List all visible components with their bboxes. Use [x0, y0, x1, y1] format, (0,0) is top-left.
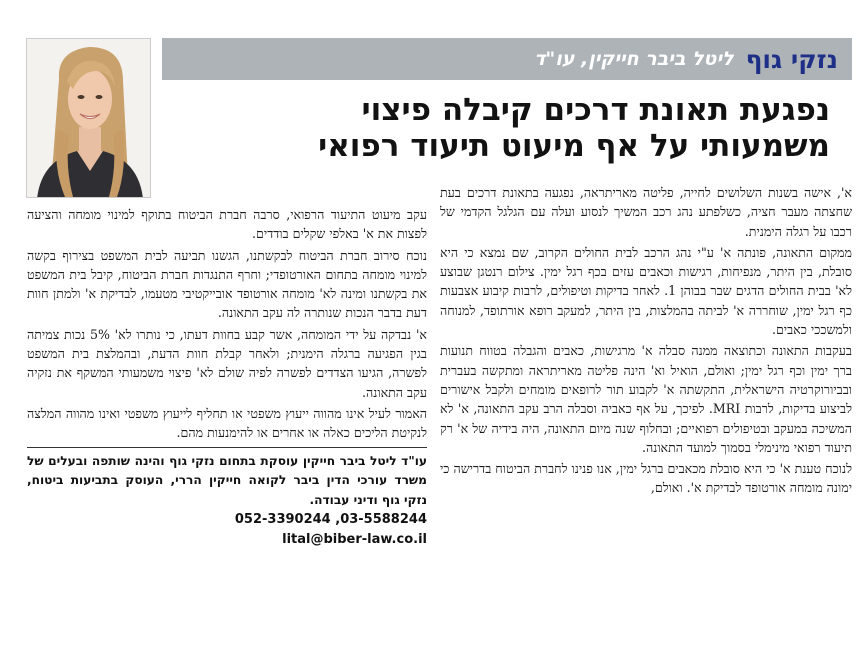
paragraph: לנוכח טענת א' כי היא סובלת מכאבים ברגל ימין, אנו פנינו לחברת הביטוח בדרישה כי ימונה מומחה אורטופד לבדיקת א'. ואולם, [440, 461, 852, 496]
headline-line-2: משמעותי על אף מיעוט תיעוד רפואי [318, 128, 830, 164]
author-bio: עו"ד ליטל ביבר חייקין עוסקת בתחום נזקי גוף והינה שותפה ובעלים של משרד עורכי הדין ביבר לקואה חייקין הררי, העוסק בתביעות ביטוח, נזקי גוף ודיני עבודה. [27, 453, 427, 507]
section-title: נזקי גוף [745, 44, 838, 74]
article-headline [162, 92, 852, 164]
disclaimer-paragraph: האמור לעיל אינו מהווה ייעוץ משפטי או תחליף לייעוץ משפטי ואינו מהווה המלצה לנקיטת הליכים כאלה או אחרים או להימנעות מהם. [27, 405, 427, 441]
author-email[interactable]: lital@biber-law.co.il [282, 532, 427, 548]
paragraph: א', אישה בשנות השלושים לחייה, פליטה מאריתראה, נפגעה בתאונת דרכים בעת שחצתה מעבר חציה, כשלפתע נהג רכב המשיך לנסוע ועלה עם הגלגל הקדמי של רכבו על רגלה הימנית. [440, 185, 852, 239]
paragraph: עקב מיעוט התיעוד הרפואי, סרבה חברת הביטוח בתוקף למינוי מומחה והציעה לפצות את א' באלפי שקלים בודדים. [27, 207, 427, 242]
author-photo [26, 38, 151, 198]
author-portrait-image [27, 39, 151, 198]
paragraph: א' נבדקה על ידי המומחה, אשר קבע בחוות דעתו, כי נותרו לא' 5% נכות צמיתה בגין הפגיעה ברגלה הימנית; ולאחר קבלת חוות הדעת, ובהמלצת בית המשפט לפשרה, הגיעו הצדדים לפשרה לפיה שולם לא' פיצוי משמעותי המשקף את נזקיה עקב התאונה. [27, 326, 427, 400]
column-header-bar [162, 38, 852, 80]
paragraph: נוכח סירוב חברת הביטוח לבקשתנו, הגשנו תביעה לבית המשפט בצירוף בקשה למינוי מומחה בתחום האורטופדי; וחרף התנגדות חברת הביטוח, קיבל בית המשפט את בקשתנו ומינה לא' מומחה אורטופד אובייקטיבי מטעמו, לבדיקת א' ולמתן חוות דעת בדבר הנכות שנותרה לה עקב התאונה. [27, 247, 427, 321]
paragraph: ממקום התאונה, פונתה א' ע"י נהג הרכב לבית החולים הקרוב, שם נמצא כי היא סובלת, בין היתר, מנפיחות, רגישות וכאבים עזים בכף רגל ימין. צילום רנטגן שבוצע לא' בבית החולים הדגים שבר בבוהן 1. לאחר בדיקות וטיפולים, לרבות קיבוע אצבעות כף רגל ימין, שוחררה א' לביתה בהמלצות, בין היתר, למעקב רופא אורתופד, למנוחה ולמשככי כאבים. [440, 244, 852, 338]
paragraph: בעקבות התאונה וכתוצאה ממנה סבלה א' מרגישות, כאבים והגבלה בטווח תנועות ברך ימין וכף רגל ימין; ואולם, הואיל וא' הינה פליטה מאריתראה ומתקשה בעברית ובביורוקרטיה הישראלית, התקשתה א' לקבוע תור לרופאים מומחים ולקבל אישורים לביצוע בדיקות, לרבות MRI. לפיכך, על אף כאביה וסבלה הרב עקב התאונה, א' לא המשיכה במעקב ובטיפולים רפואיים; ובחלוף שנה מיום התאונה, היה בידיה של א' רק תיעוד רפואי מינימלי בסמוך למועד התאונה. [440, 343, 853, 455]
headline-line-1: נפגעת תאונת דרכים קיבלה פיצוי [361, 92, 830, 128]
author-phones: 052-3390244 ,03-5588244 [234, 512, 427, 528]
article-column-left [27, 205, 427, 550]
author-byline: ליטל ביבר חייקין, עו"ד [534, 48, 734, 70]
bio-divider [27, 447, 427, 448]
article-column-right [440, 183, 852, 500]
